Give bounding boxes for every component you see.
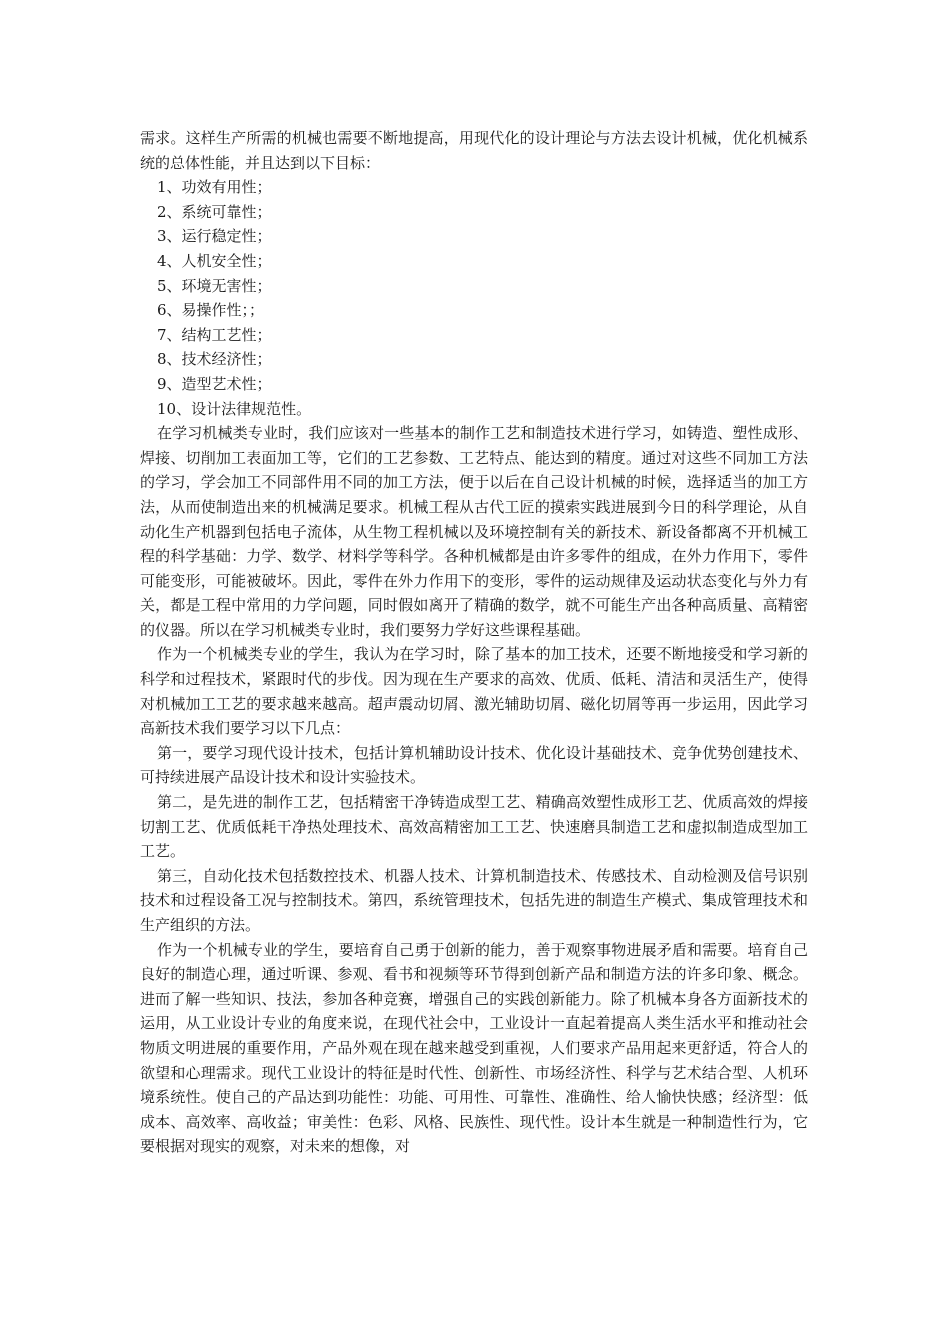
list-item: 8、技术经济性； [157,350,272,369]
body-paragraph: 第一，要学习现代设计技术，包括计算机辅助设计技术、优化设计基础技术、竞争优势创建技术、可持续进展产品设计技术和设计实验技术。 [140,743,808,787]
list-item: 6、易操作性；； [157,301,265,320]
goals-list [140,175,808,421]
body-paragraph: 第二，是先进的制作工艺，包括精密干净铸造成型工艺、精确高效塑性成形工艺、优质高效的焊接切割工艺、优质低耗干净热处理技术、高效高精密加工工艺、快速磨具制造工艺和虚拟制造成型加工工艺。 [140,793,808,861]
body-paragraph: 作为一个机械类专业的学生，我认为在学习时，除了基本的加工技术，还要不断地接受和学习新的科学和过程技术，紧跟时代的步伐。因为现在生产要求的高效、优质、低耗、清洁和灵活生产，使得对机械加工工艺的要求越来越高。超声震动切屑、激光辅助切屑、磁化切屑等再一步运用，因此学习高新技术我们要学习以下几点： [140,645,808,738]
document-body [140,126,808,1159]
list-item: 7、结构工艺性； [157,325,272,344]
body-paragraph: 第三，自动化技术包括数控技术、机器人技术、计算机制造技术、传感技术、自动检测及信号识别技术和过程设备工况与控制技术。第四，系统管理技术，包括先进的制造生产模式、集成管理技术和生产组织的方法。 [140,866,808,934]
list-item: 9、造型艺术性； [157,374,272,393]
opening-paragraph: 需求。这样生产所需的机械也需要不断地提高，用现代化的设计理论与方法去设计机械，优化机械系统的总体性能，并且达到以下目标： [140,129,808,172]
body-paragraph: 在学习机械类专业时，我们应该对一些基本的制作工艺和制造技术进行学习，如铸造、塑性成形、焊接、切削加工表面加工等，它们的工艺参数、工艺特点、能达到的精度。通过对这些不同加工方法的学习，学会加工不同部件用不同的加工方法，便于以后在自己设计机械的时候，选择适当的加工方法，从而使制造出来的机械满足要求。机械工程从古代工匠的摸索实践进展到今日的科学理论，从自动化生产机器到包括电子流体，从生物工程机械以及环境控制有关的新技术、新设备都离不开机械工程的科学基础：力学、数学、材料学等科学。各种机械都是由许多零件的组成，在外力作用下，零件可能变形，可能被破坏。因此，零件在外力作用下的变形，零件的运动规律及运动状态变化与外力有关，都是工程中常用的力学问题，同时假如离开了精确的数学，就不可能生产出各种高质量、高精密的仪器。所以在学习机械类专业时，我们要努力学好这些课程基础。 [140,424,808,639]
list-item: 5、环境无害性； [157,276,272,295]
body-paragraph: 作为一个机械专业的学生，要培育自己勇于创新的能力，善于观察事物进展矛盾和需要。培育自己良好的制造心理，通过听课、参观、看书和视频等环节得到创新产品和制造方法的许多印象、概念。进而了解一些知识、技法，参加各种竞赛，增强自己的实践创新能力。除了机械本身各方面新技术的运用，从工业设计专业的角度来说，在现代社会中，工业设计一直起着提高人类生活水平和推动社会物质文明进展的重要作用，产品外观在现在越来越受到重视，人们要求产品用起来更舒适，符合人的欲望和心理需求。现代工业设计的特征是时代性、创新性、市场经济性、科学与艺术结合型、人机环境系统性。使自己的产品达到功能性：功能、可用性、可靠性、准确性、给人愉快快感；经济型：低成本、高效率、高收益；审美性：色彩、风格、民族性、现代性。设计本生就是一种制造性行为，它要根据对现实的观察，对未来的想像，对 [140,940,808,1156]
list-item: 10、设计法律规范性。 [157,399,312,418]
list-item: 4、人机安全性； [157,251,272,270]
list-item: 2、系统可靠性； [157,202,272,221]
list-item: 1、功效有用性； [157,178,272,197]
list-item: 3、运行稳定性； [157,227,272,246]
